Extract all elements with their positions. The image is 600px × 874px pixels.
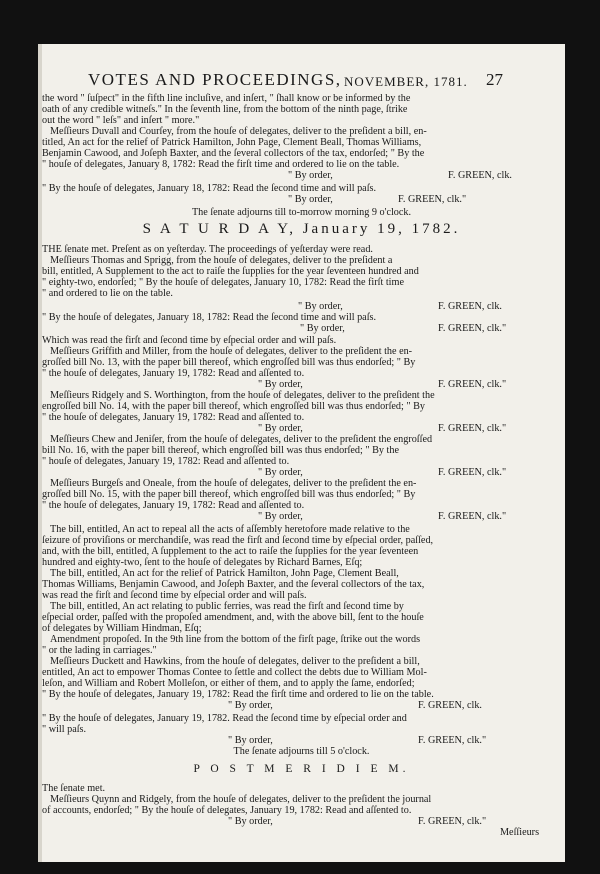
text-line: Meſſieurs Quynn and Ridgely, from the houſe of delegates, deliver to the preſident the journal — [50, 794, 432, 805]
text-line: Which was read the firſt and ſecond time by eſpecial order and will paſs. — [42, 335, 337, 346]
document-page — [38, 44, 565, 862]
text-line: " By order, — [258, 379, 303, 390]
text-line: F. GREEN, clk. — [438, 301, 502, 312]
running-date: NOVEMBER, 1781. — [344, 74, 468, 89]
text-line: entitled, An act to empower Thomas Contee to ſettle and collect the debts due to William Mol- — [42, 667, 427, 678]
text-line: oath of any credible witneſs." In the ſeventh line, from the bottom of the ninth page, ſtrike — [42, 104, 408, 115]
text-line: of accounts, endorſed; " By the houſe of delegates, January 19, 1782: Read and aſſented to. — [42, 805, 412, 816]
text-line: " By the houſe of delegates, January 18, 1782: Read the ſecond time and will paſs. — [42, 312, 377, 323]
text-line: " By order, — [298, 301, 343, 312]
text-line: Meſſieurs Thomas and Sprigg, from the houſe of delegates, deliver to the preſident a — [50, 255, 393, 266]
text-line: F. GREEN, clk." — [438, 423, 507, 434]
text-line: Amendment propoſed. In the 9th line from the bottom of the firſt page, ſtrike out the words — [50, 634, 421, 645]
running-title: VOTES AND PROCEEDINGS, — [88, 70, 342, 89]
text-line: the word " ſuſpect" in the fifth line incluſive, and inſert, " ſhall know or be informed by the — [42, 93, 411, 104]
text-line: The ſenate adjourns till to-morrow morning 9 o'clock. — [191, 207, 412, 218]
text-line: " By order, — [258, 423, 303, 434]
text-line: " houſe of delegates, January 19, 1782: Read and aſſented to. — [42, 456, 290, 467]
text-line: " eighty-two, endorſed; " By the houſe of delegates, January 10, 1782: Read the firſt time — [42, 277, 404, 288]
text-line: " the houſe of delegates, January 19, 1782: Read and aſſented to. — [42, 500, 305, 511]
text-line: " houſe of delegates, January 8, 1782: Read the firſt time and ordered to lie on the table. — [42, 159, 400, 170]
text-line: " By order, — [228, 700, 273, 711]
text-line: " By order, — [300, 323, 345, 334]
text-line: " By order, — [258, 511, 303, 522]
text-line: Meſſieurs Chew and Jeniſer, from the houſe of delegates, deliver to the preſident the engroſſed — [50, 434, 433, 445]
text-line: " and ordered to lie on the table. — [42, 288, 173, 299]
text-line: was read the firſt and ſecond time by eſpecial order and will paſs. — [42, 590, 307, 601]
text-line: Meſſieurs Ridgely and S. Worthington, from the houſe of delegates, deliver to the preſident the — [50, 390, 435, 401]
text-line: The bill, entitled, An act for the relief of Patrick Hamilton, John Page, Clement Beall, — [50, 568, 399, 579]
text-line: THE ſenate met. Preſent as on yeſterday. The proceedings of yeſterday were read. — [42, 244, 373, 255]
text-line: and, with the bill, entitled, A ſupplement to the act to raiſe the ſupplies for the year ſeventeen — [42, 546, 419, 557]
text-line: Thomas Williams, Benjamin Cawood, and Joſeph Baxter, and the ſeveral collectors of the tax, — [42, 579, 425, 590]
text-line: groſſed bill No. 13, with the paper bill thereof, which engroſſed bill was thus endorſed; " By — [42, 357, 416, 368]
text-line: titled, An act for the relief of Patrick Hamilton, John Page, Clement Beall, Thomas Williams, — [42, 137, 422, 148]
text-line: F. GREEN, clk." — [438, 467, 507, 478]
text-line: Meſſieurs Burgeſs and Oneale, from the houſe of delegates, deliver to the preſident the en- — [50, 478, 417, 489]
text-line: Meſſieurs Duckett and Hawkins, from the houſe of delegates, deliver to the preſident a bill, — [50, 656, 420, 667]
text-line: Meſſieurs — [500, 827, 540, 838]
text-line: " By order, — [228, 816, 273, 827]
text-line: Meſſieurs Duvall and Courſey, from the houſe of delegates, deliver to the preſident a bill, en- — [50, 126, 427, 137]
text-line: of delegates by William Hindman, Eſq; — [42, 623, 202, 634]
text-line: eſpecial order, paſſed with the propoſed amendment, and, with the above bill, ſent to the houſe — [42, 612, 424, 623]
text-line: Benjamin Cawood, and Joſeph Baxter, and the ſeveral collectors of the tax, endorſed; " By the — [42, 148, 425, 159]
text-line: F. GREEN, clk. — [418, 700, 482, 711]
text-line: F. GREEN, clk." — [438, 323, 507, 334]
text-line: Meſſieurs Griffith and Miller, from the houſe of delegates, deliver to the preſident the en- — [50, 346, 413, 357]
text-line: P O S T M E R I D I E M. — [193, 763, 410, 775]
text-line: hundred and eighty-two, ſent to the houſe of delegates by Richard Barnes, Eſq; — [42, 557, 363, 568]
text-line: " the houſe of delegates, January 19, 1782: Read and aſſented to. — [42, 412, 305, 423]
text-line: S A T U R D A Y, January 19, 1782. — [142, 221, 461, 237]
text-line: F. GREEN, clk." — [418, 816, 487, 827]
text-line: engroſſed bill No. 14, with the paper bill thereof, which engroſſed bill was thus endorſed; " By — [42, 401, 425, 412]
text-line: F. GREEN, clk." — [398, 194, 467, 205]
text-line: F. GREEN, clk. — [448, 170, 512, 181]
text-line: " By the houſe of delegates, January 18, 1782: Read the ſecond time and will paſs. — [42, 183, 377, 194]
text-line: F. GREEN, clk." — [438, 511, 507, 522]
text-line: bill No. 16, with the paper bill thereof, which engroſſed bill was thus endorſed; " By the — [42, 445, 399, 456]
text-line: The ſenate met. — [42, 783, 106, 794]
text-line: " By order, — [288, 194, 333, 205]
text-line: The ſenate adjourns till 5 o'clock. — [233, 746, 370, 757]
text-line: groſſed bill No. 15, with the paper bill thereof, which engroſſed bill was thus endorſed; " By — [42, 489, 416, 500]
text-line: F. GREEN, clk." — [418, 735, 487, 746]
text-line: The bill, entitled, An act to repeal all the acts of aſſembly heretofore made relative to the — [50, 524, 410, 535]
text-line: " By the houſe of delegates, January 19, 1782. Read the ſecond time by eſpecial order and — [42, 713, 407, 724]
page-number: 27 — [486, 70, 503, 89]
text-line: F. GREEN, clk." — [438, 379, 507, 390]
text-line: " the houſe of delegates, January 19, 1782: Read and aſſented to. — [42, 368, 305, 379]
text-line: " will paſs. — [42, 724, 87, 735]
text-line: " By order, — [258, 467, 303, 478]
text-line: ſeizure of proviſions or merchandiſe, was read the firſt and ſecond time by eſpecial order, paſſed, — [42, 535, 434, 546]
body-text — [38, 44, 565, 862]
text-line: out the word " leſs" and inſert " more." — [42, 115, 200, 126]
text-line: The bill, entitled, An act relating to public ferries, was read the firſt and ſecond time by — [50, 601, 404, 612]
text-line: " By the houſe of delegates, January 19, 1782: Read the firſt time and ordered to lie on the table. — [42, 689, 434, 700]
text-line: leſon, and William and Robert Molleſon, or either of them, and to apply the ſame, endorſed; — [42, 678, 415, 689]
text-line: " By order, — [288, 170, 333, 181]
text-line: " By order, — [228, 735, 273, 746]
text-line: bill, entitled, A Supplement to the act to raiſe the ſupplies for the year ſeventeen hundred and — [42, 266, 419, 277]
text-line: " or the lading in carriages." — [42, 645, 157, 656]
